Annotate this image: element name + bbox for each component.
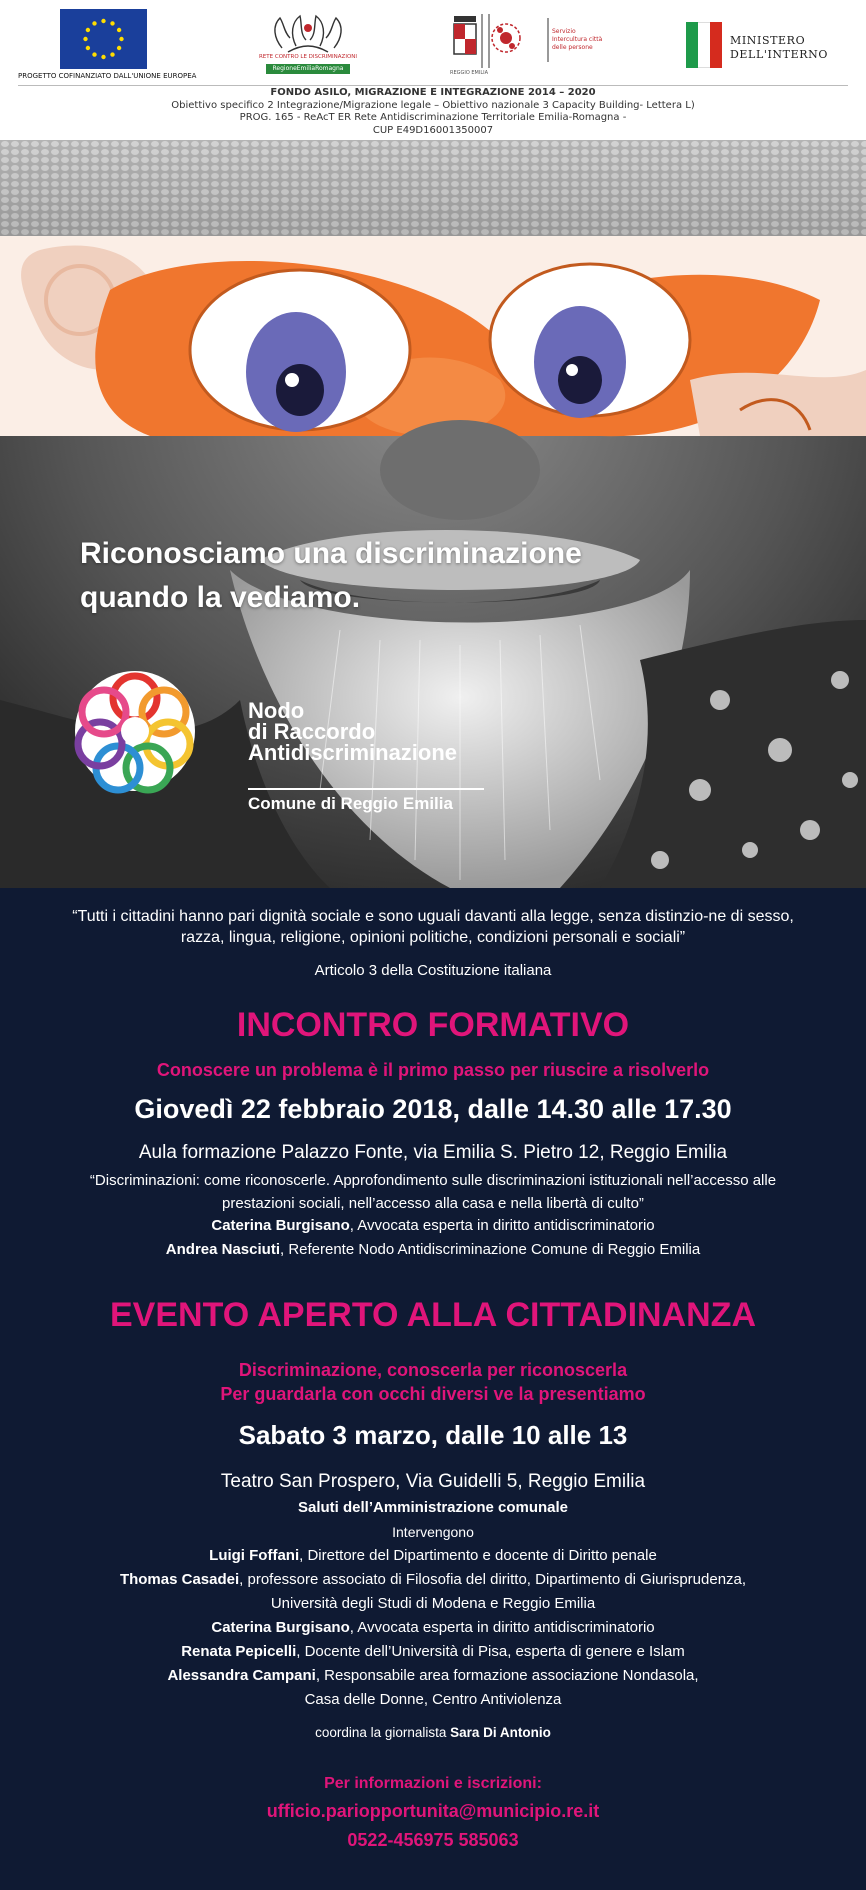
speaker-role: , Referente Nodo Antidiscriminazione Comune di Reggio Emilia — [279, 1241, 701, 1258]
nodo-divider — [248, 788, 484, 790]
nodo-subtitle: Comune di Reggio Emilia — [248, 794, 453, 813]
event1-title: INCONTRO FORMATIVO — [236, 1006, 630, 1044]
logo-header — [0, 0, 866, 140]
nodo-line2: di Raccordo — [248, 719, 376, 744]
speaker-role: , Responsabile area formazione associazione Nondasola, — [315, 1667, 699, 1684]
event2-greetings: Saluti dell’Amministrazione comunale — [297, 1499, 569, 1516]
servizio-intercultura-label: Servizio Intercultura città delle persone — [552, 28, 603, 51]
speaker-name: Alessandra Campani — [167, 1667, 316, 1684]
regione-emilia-romagna-label: RegioneEmiliaRomagna — [266, 64, 350, 74]
event2-speaker — [0, 1547, 866, 1564]
speaker-role: , Direttore del Dipartimento e docente di Diritto penale — [299, 1547, 657, 1564]
event-info-panel — [0, 888, 866, 1890]
moderator-name: Sara Di Antonio — [450, 1725, 551, 1740]
event2-date: Sabato 3 marzo, dalle 10 alle 13 — [238, 1420, 628, 1450]
comune-caption: REGGIO EMILIA — [450, 70, 489, 76]
event1-speaker — [0, 1217, 866, 1234]
event2-speakers-label: Intervengono — [392, 1524, 474, 1540]
funding-info — [0, 87, 866, 137]
constitution-quote: “Tutti i cittadini hanno pari dignità sociale e sono uguali davanti alla legge, senza distinzio-ne di sesso, razza, lingua, religione, opinioni politiche, condizioni personali e sociali” — [72, 908, 794, 946]
speaker-role: , Avvocata esperta in diritto antidiscriminatorio — [349, 1217, 655, 1234]
quote-source: Articolo 3 della Costituzione italiana — [314, 962, 552, 979]
fund-objective: Obiettivo specifico 2 Integrazione/Migrazione legale – Obiettivo nazionale 3 Capacity Building- Lettera L) — [171, 99, 695, 111]
moderator-prefix: coordina la giornalista — [315, 1725, 451, 1740]
event1-subtitle: Conoscere un problema è il primo passo per riuscire a risolverlo — [156, 1060, 710, 1080]
event1-place: Aula formazione Palazzo Fonte, via Emilia S. Pietro 12, Reggio Emilia — [138, 1142, 728, 1163]
speaker-name: Andrea Nasciuti — [165, 1241, 280, 1258]
eu-flag-logo — [60, 9, 147, 69]
event2-place: Teatro San Prospero, Via Guidelli 5, Reggio Emilia — [220, 1471, 646, 1492]
event2-speaker-continued: Università degli Studi di Modena e Reggio Emilia — [270, 1595, 596, 1612]
hero-headline — [80, 532, 582, 620]
speaker-role: , Avvocata esperta in diritto antidiscriminatorio — [349, 1619, 655, 1636]
headline-line1: Riconosciamo una discriminazione — [80, 537, 582, 570]
rete-caption: RETE CONTRO LE DISCRIMINAZIONI — [258, 54, 358, 60]
nodo-line1: Nodo — [248, 698, 305, 723]
moderator — [0, 1725, 866, 1740]
event2-speaker — [0, 1619, 866, 1636]
contact-label: Per informazioni e iscrizioni: — [324, 1775, 542, 1792]
event2-speaker — [0, 1571, 866, 1588]
event1-date: Giovedì 22 febbraio 2018, dalle 14.30 alle 17.30 — [134, 1094, 732, 1124]
event1-description: “Discriminazioni: come riconoscerle. Approfondimento sulle discriminazioni istituzionali nell’accesso alle prestazioni sociali, nell’accesso alla casa e nella libertà di culto” — [89, 1172, 777, 1212]
fund-title: FONDO ASILO, MIGRAZIONE E INTEGRAZIONE 2014 – 2020 — [270, 87, 596, 98]
eu-caption: PROGETTO COFINANZIATO DALL'UNIONE EUROPEA — [18, 72, 197, 80]
contact-email-link[interactable]: ufficio.pariopportunita@municipio.re.it — [266, 1801, 600, 1821]
speaker-role: , Docente dell’Università di Pisa, esperta di genere e Islam — [296, 1643, 685, 1660]
event2-subtitle-1: Discriminazione, conoscerla per riconoscerla — [238, 1360, 628, 1380]
speaker-name: Thomas Casadei — [119, 1571, 240, 1588]
fund-cup: CUP E49D16001350007 — [372, 124, 494, 136]
event2-speaker-continued: Casa delle Donne, Centro Antiviolenza — [304, 1691, 562, 1708]
hero-image — [0, 140, 866, 888]
speaker-name: Caterina Burgisano — [211, 1217, 350, 1234]
nodo-line3: Antidiscriminazione — [248, 740, 458, 765]
ministero-line1: MINISTERO — [730, 34, 806, 47]
nodo-knot-logo — [72, 668, 198, 794]
event2-speaker — [0, 1643, 866, 1660]
ministero-interno-label — [730, 34, 828, 62]
fund-program: PROG. 165 - ReAcT ER Rete Antidiscriminazione Territoriale Emilia-Romagna - — [239, 112, 627, 123]
contact-phone[interactable]: 0522-456975 585063 — [347, 1830, 519, 1850]
event2-title: EVENTO APERTO ALLA CITTADINANZA — [110, 1296, 756, 1334]
event1-speaker — [0, 1241, 866, 1258]
ministero-line2: DELL'INTERNO — [730, 48, 828, 61]
header-divider — [18, 85, 848, 86]
speaker-name: Luigi Foffani — [209, 1547, 300, 1564]
nodo-title — [248, 700, 457, 763]
headline-line2: quando la vediamo. — [80, 581, 361, 614]
speaker-role: , professore associato di Filosofia del diritto, Dipartimento di Giurisprudenza, — [239, 1571, 747, 1588]
event2-speaker — [0, 1667, 866, 1684]
event2-subtitle-2: Per guardarla con occhi diversi ve la presentiamo — [220, 1384, 646, 1404]
speaker-name: Renata Pepicelli — [181, 1643, 297, 1660]
speaker-name: Caterina Burgisano — [211, 1619, 350, 1636]
italian-flag-logo — [686, 22, 722, 68]
